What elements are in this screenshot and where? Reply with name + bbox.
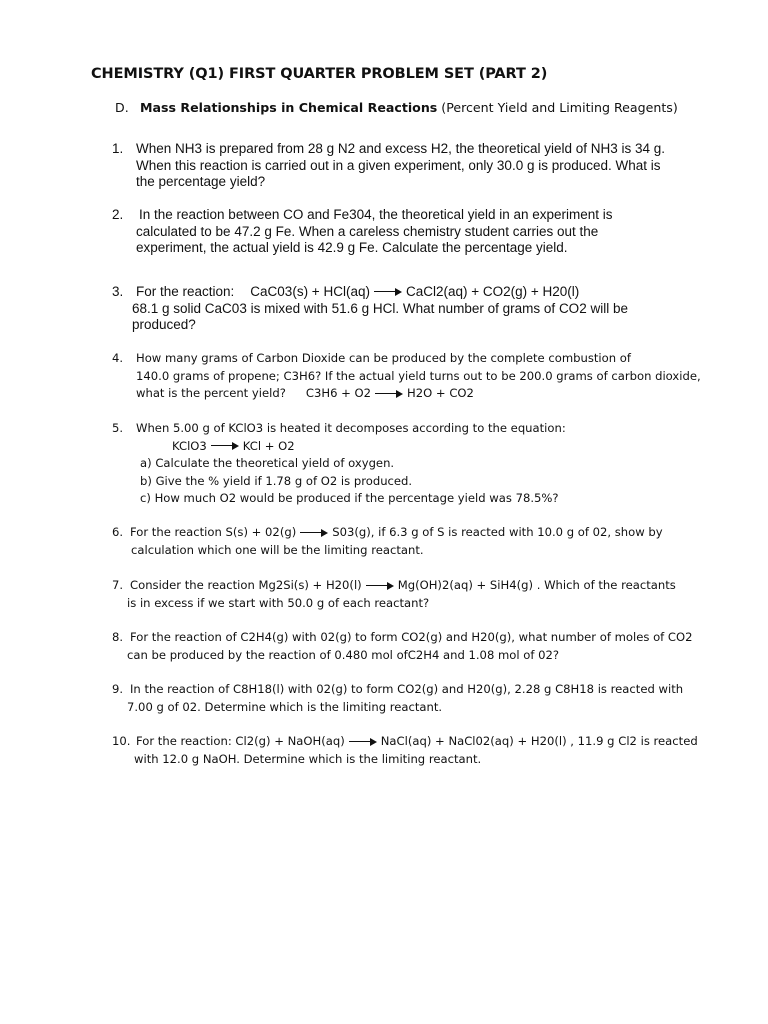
question-text: calculated to be 47.2 g Fe. When a careless chemistry student carries out the <box>136 223 599 239</box>
section-heading <box>115 100 678 115</box>
question-number: 1. <box>112 141 124 156</box>
question-lead: For the reaction: Cl2(g) + NaOH(aq) <box>136 734 345 748</box>
equation-products: H2O + CO2 <box>407 386 474 401</box>
reaction-arrow-icon <box>300 528 328 538</box>
reaction-arrow-icon <box>366 581 394 591</box>
question-number: 5. <box>112 421 124 435</box>
question-lead: For the reaction: <box>136 284 235 299</box>
question-1 <box>112 141 665 191</box>
question-number: 3. <box>112 284 124 299</box>
question-10 <box>112 733 698 768</box>
question-number: 8. <box>112 630 124 644</box>
question-text: 140.0 grams of propene; C3H6? If the actual yield turns out to be 200.0 grams of carbon dioxide, <box>136 368 701 383</box>
question-text: 68.1 g solid CaC03 is mixed with 51.6 g HCl. What number of grams of CO2 will be <box>132 300 628 316</box>
question-text: can be produced by the reaction of 0.480 mol ofC2H4 and 1.08 mol of 02? <box>127 647 560 662</box>
question-text: In the reaction of C8H18(l) with 02(g) to form CO2(g) and H20(g), 2.28 g C8H18 is reacted with <box>130 682 684 696</box>
equation-reactants: KClO3 <box>172 438 207 453</box>
reaction-arrow-icon <box>349 737 377 747</box>
question-9 <box>112 681 683 716</box>
question-number: 10. <box>112 734 131 748</box>
question-text: For the reaction of C2H4(g) with 02(g) to form CO2(g) and H20(g), what number of moles of CO2 <box>130 630 693 644</box>
page-title: CHEMISTRY (Q1) FIRST QUARTER PROBLEM SET (PART 2) <box>91 66 548 82</box>
section-subtitle: (Percent Yield and Limiting Reagents) <box>441 100 678 115</box>
section-letter: D. <box>115 100 129 115</box>
question-text: is in excess if we start with 50.0 g of each reactant? <box>127 595 430 610</box>
question-text: 7.00 g of 02. Determine which is the limiting reactant. <box>127 699 443 714</box>
question-text: with 12.0 g NaOH. Determine which is the limiting reactant. <box>134 751 482 766</box>
question-4 <box>112 350 701 403</box>
question-text: calculation which one will be the limiting reactant. <box>131 542 424 557</box>
question-text: In the reaction between CO and Fe304, the theoretical yield in an experiment is <box>139 207 613 222</box>
question-part: a) Calculate the theoretical yield of oxygen. <box>140 456 395 471</box>
question-part: c) How much O2 would be produced if the percentage yield was 78.5%? <box>140 491 559 506</box>
question-2 <box>112 207 613 257</box>
question-text: When this reaction is carried out in a given experiment, only 30.0 g is produced. What is <box>136 157 661 173</box>
reaction-arrow-icon <box>375 389 403 399</box>
question-number: 4. <box>112 351 124 365</box>
equation-reactants: C3H6 + O2 <box>305 386 372 401</box>
question-8 <box>112 629 693 664</box>
question-number: 7. <box>112 578 124 592</box>
question-text: Mg(OH)2(aq) + SiH4(g) . Which of the reactants <box>397 578 676 592</box>
question-text: When 5.00 g of KClO3 is heated it decomposes according to the equation: <box>136 421 566 435</box>
question-text: S03(g), if 6.3 g of S is reacted with 10.0 g of 02, show by <box>332 525 663 539</box>
question-text: the percentage yield? <box>136 174 266 190</box>
question-text: produced? <box>132 317 196 333</box>
reaction-arrow-icon <box>374 287 402 297</box>
question-text: NaCl(aq) + NaCl02(aq) + H20(l) , 11.9 g Cl2 is reacted <box>380 734 698 748</box>
question-7 <box>112 577 676 612</box>
question-lead: Consider the reaction Mg2Si(s) + H20(l) <box>130 578 362 592</box>
question-text: experiment, the actual yield is 42.9 g Fe. Calculate the percentage yield. <box>136 240 568 256</box>
question-number: 9. <box>112 682 124 696</box>
question-number: 2. <box>112 207 124 222</box>
question-text: When NH3 is prepared from 28 g N2 and excess H2, the theoretical yield of NH3 is 34 g. <box>136 141 666 156</box>
question-text: what is the percent yield? <box>136 386 286 401</box>
question-5 <box>112 420 566 508</box>
question-3 <box>112 284 628 334</box>
question-lead: For the reaction S(s) + 02(g) <box>130 525 297 539</box>
question-number: 6. <box>112 525 124 539</box>
equation-products: CaCl2(aq) + CO2(g) + H20(l) <box>405 284 580 299</box>
question-text: How many grams of Carbon Dioxide can be produced by the complete combustion of <box>136 351 631 365</box>
section-title: Mass Relationships in Chemical Reactions <box>140 100 438 115</box>
question-6 <box>112 524 663 559</box>
question-part: b) Give the % yield if 1.78 g of O2 is produced. <box>140 473 413 488</box>
equation-products: KCl + O2 <box>242 438 295 453</box>
equation-reactants: CaC03(s) + HCl(aq) <box>250 284 370 299</box>
reaction-arrow-icon <box>211 441 239 451</box>
